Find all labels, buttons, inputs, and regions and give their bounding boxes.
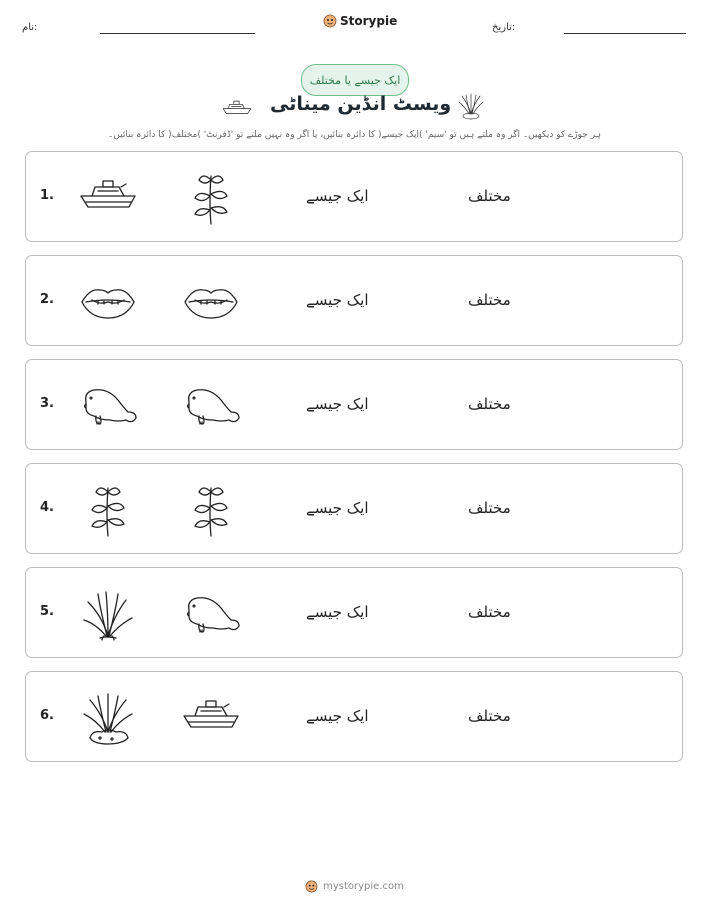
different-option[interactable]: مختلف <box>468 187 511 205</box>
manatee-icon <box>181 378 241 434</box>
plant-icon <box>181 170 241 226</box>
footer-url[interactable]: mystorypie.com <box>323 881 404 892</box>
different-option[interactable]: مختلف <box>468 707 511 725</box>
different-option[interactable]: مختلف <box>468 291 511 309</box>
same-option[interactable]: ایک جیسے <box>306 187 369 205</box>
row-number: 6. <box>40 708 54 723</box>
brand-name: Storypie <box>340 14 398 28</box>
grass-clump-icon <box>78 690 138 746</box>
row-number: 4. <box>40 500 54 515</box>
instructions-text: ہر جوڑے کو دیکھیں۔ اگر وہ ملتے ہیں تو 'سیم' )ایک جیسے( کا دائرہ بنائیں، یا اگر وہ نہیں ملتے تو 'ڈفرنٹ' )مختلف( کا دائرہ بنائیں۔ <box>108 130 601 140</box>
page-title: ویسٹ انڈین میناٹی <box>270 93 452 115</box>
footer <box>0 880 709 893</box>
date-line[interactable] <box>564 33 686 34</box>
same-option[interactable]: ایک جیسے <box>306 395 369 413</box>
exercise-row-4 <box>25 463 683 554</box>
plant-icon <box>181 482 241 538</box>
lips-icon <box>78 274 138 330</box>
same-option[interactable]: ایک جیسے <box>306 707 369 725</box>
exercise-row-3 <box>25 359 683 450</box>
row-number: 2. <box>40 292 54 307</box>
different-option[interactable]: مختلف <box>468 499 511 517</box>
manatee-icon <box>181 586 241 642</box>
row-number: 3. <box>40 396 54 411</box>
name-label: نام: <box>22 22 38 33</box>
different-option[interactable]: مختلف <box>468 395 511 413</box>
manatee-icon <box>78 378 138 434</box>
title-boat-icon <box>221 97 253 117</box>
different-option[interactable]: مختلف <box>468 603 511 621</box>
brand-logo <box>323 14 397 28</box>
plant-icon <box>78 482 138 538</box>
exercise-row-2 <box>25 255 683 346</box>
storypie-mascot-icon <box>305 880 318 893</box>
exercise-row-1 <box>25 151 683 242</box>
same-option[interactable]: ایک جیسے <box>306 291 369 309</box>
title-seagrass-icon <box>456 92 486 120</box>
seagrass-icon <box>78 586 138 642</box>
row-number: 5. <box>40 604 54 619</box>
name-line[interactable] <box>100 33 255 34</box>
boat-icon <box>78 170 138 226</box>
lips-icon <box>181 274 241 330</box>
row-number: 1. <box>40 188 54 203</box>
exercise-row-6 <box>25 671 683 762</box>
boat-icon <box>181 690 241 746</box>
date-label: تاریخ: <box>492 22 516 33</box>
same-or-different-badge: ایک جیسے یا مختلف <box>301 64 409 96</box>
same-option[interactable]: ایک جیسے <box>306 603 369 621</box>
storypie-mascot-icon <box>323 14 337 28</box>
exercise-row-5 <box>25 567 683 658</box>
same-option[interactable]: ایک جیسے <box>306 499 369 517</box>
